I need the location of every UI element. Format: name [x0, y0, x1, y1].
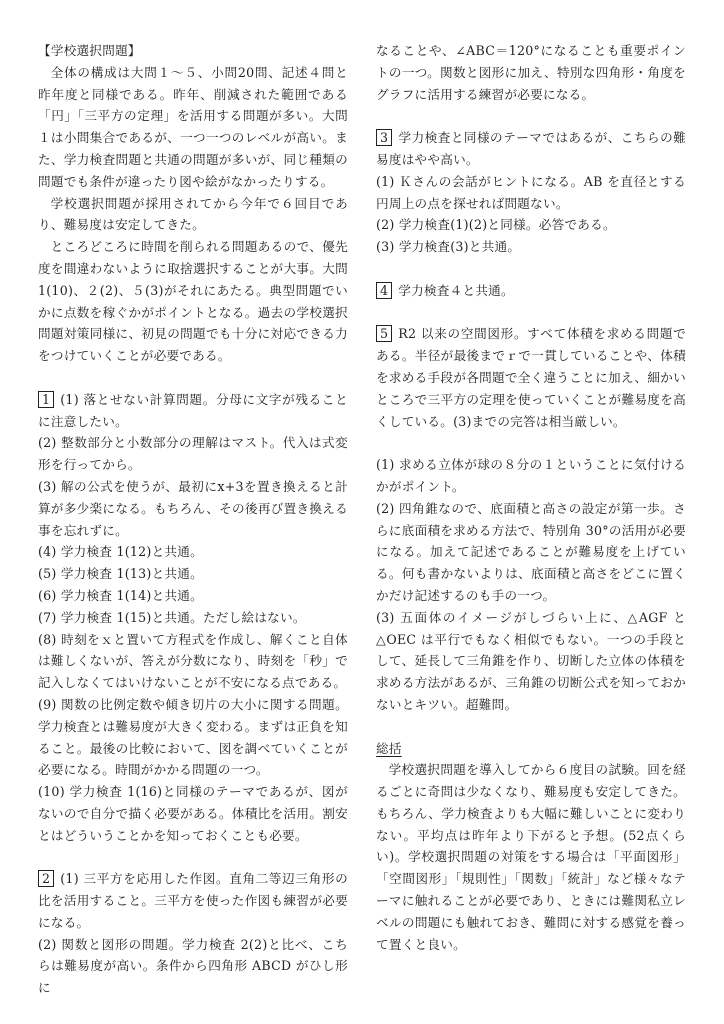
question-2-item-2: (2) 関数と図形の問題。学力検査 2(2)と比べ、こちらは難易度が高い。条件から四角形 ABCD がひし形に: [38, 936, 348, 996]
question-3-heading: 3 学力検査と同様のテーマではあるが、こちらの難易度はやや高い。: [376, 130, 686, 167]
question-1-item-9: (9) 関数の比例定数や傾き切片の大小に関する問題。学力検査とは難易度が大きく変わる。まずは正負を知ること。最後の比較において、図を調べていくことが必要になる。時間がかかる問題の一つ。: [38, 696, 348, 778]
question-1-item-5: (5) 学力検査 1(13)と共通。: [38, 566, 203, 582]
question-1-item-10: (10) 学力検査 1(16)と同様のテーマであるが、図がないので自分で描く必要がある。体積比を活用。割安とはどういうことかを知っておくことも必要。: [38, 784, 348, 843]
question-1-item-6: (6) 学力検査 1(14)と共通。: [38, 587, 203, 603]
question-1-item-3: (3) 解の公式を使うが、最初にx+3を置き換えると計算が多少楽になる。もちろん、その後再び置き換える事を忘れずに。: [38, 478, 348, 538]
spacer: [38, 367, 348, 389]
left-column: [38, 40, 348, 999]
right-column: [376, 40, 686, 955]
question-3-item-2: (2) 学力検査(1)(2)と同様。必答である。: [376, 217, 616, 233]
question-5-item-3: (3) 五面体のイメージがしづらい上に、△AGF と△OEC は平行でもなく相似でもない。一つの手段として、延長して三角錐を作り、切断した立体の体積を求める方法があるが、三角錐の切断公式を知っておかないとキツい。超難問。: [376, 609, 686, 712]
question-1-item-8: (8) 時刻をｘと置いて方程式を作成し、解くこと自体は難しくないが、答えが分数になり、時刻を「秒」で記入しなくてはいけないことが不安になる点である。: [38, 631, 348, 691]
question-1-number-box: 1: [38, 391, 54, 408]
question-4-heading: 4 学力検査４と共通。: [376, 280, 686, 302]
question-2-continuation: なることや、∠ABC＝120°になることも重要ポイントの一つ。関数と図形に加え、特別な四角形・角度をグラフに活用する練習が必要になる。: [376, 43, 686, 102]
question-1-item-1: 1 (1) 落とせない計算問題。分母に文字が残ることに注意したい。: [38, 391, 348, 429]
question-3-item-1: (1) Ｋさんの会話がヒントになる。AB を直径とする円周上の点を探せれば問題ない。: [376, 173, 686, 211]
question-1-item-2: (2) 整数部分と小数部分の理解はマスト。代入は式変形を行ってから。: [38, 435, 348, 473]
intro-paragraph-2: 学校選択問題が採用されてから今年で６回目であり、難易度は安定してきた。: [38, 195, 348, 233]
question-5-item-1: (1) 求める立体が球の８分の１ということに気付けるかがポイント。: [376, 457, 686, 494]
intro-paragraph-3: ところどころに時間を削られる問題あるので、優先度を間違わないように取捨選択することが大事。大問1(10)、２(2)、５(3)がそれにあたる。典型問題でいかに点数を稼ぐかがポイントとなる。過去の学校選択問題対策同様に、初見の問題でも十分に対応できる力をつけていくことが必要である。: [38, 239, 348, 364]
question-5-number-box: 5: [376, 325, 392, 342]
question-2-number-box: 2: [38, 870, 54, 887]
spacer: [376, 105, 686, 127]
spacer: [38, 846, 348, 868]
summary-title: 総括: [376, 740, 402, 756]
spacer: [376, 432, 686, 454]
question-2-item-1: 2 (1) 三平方を応用した作図。直角二等辺三角形の比を活用すること。三平方を使った作図も練習が必要になる。: [38, 871, 348, 930]
question-3-number-box: 3: [376, 129, 392, 146]
spacer: [376, 302, 686, 324]
spacer: [376, 258, 686, 280]
question-1-item-7: (7) 学力検査 1(15)と共通。ただし絵はない。: [38, 609, 306, 625]
question-5-heading: 5 R2 以来の空間図形。すべて体積を求める問題である。半径が最後までｒで一貫していることや、体積を求める手段が各問題で全く違うことに加え、細かいところで三平方の定理を使っていくことが難易度を高くしている。(3)までの完答は相当厳しい。: [376, 326, 686, 429]
summary-paragraph: 学校選択問題を導入してから６度目の試験。回を経るごとに奇問は少なくなり、難易度も安定してきた。もちろん、学力検査よりも大幅に難しいことに変わりない。平均点は昨年より下がると予想。(52点くらい)。学校選択問題の対策をする場合は「平面図形」「空間図形」「規則性」「関数」「統計」など様々なテーマに触れることが必要であり、ときには難関私立レベルの問題にも触れておき、難問に対する感覚を養って置くと良い。: [376, 762, 686, 952]
intro-paragraph-1: 全体の構成は大問１～５、小問20問、記述４問と昨年度と同様である。昨年、削減された範囲である「円」「三平方の定理」を活用する問題が多い。大問１は小問集合であるが、一つ一つのレベルが高い。また、学力検査問題と共通の問題が多いが、同じ種類の問題でも条件が違ったり図や絵がなかったりする。: [38, 64, 348, 189]
spacer: [376, 716, 686, 738]
question-3-item-3: (3) 学力検査(3)と共通。: [376, 239, 521, 255]
section-header: 【学校選択問題】: [38, 43, 141, 58]
question-1-item-4: (4) 学力検査 1(12)と共通。: [38, 544, 203, 560]
question-4-number-box: 4: [376, 282, 392, 299]
question-5-item-2: (2) 四角錐なので、底面積と高さの設定が第一歩。さらに底面積を求める方法で、特別角 30°の活用が必要になる。加えて記述であることが難易度を上げている。何も書かないよりは、底面積と高さをどこに置くかだけ記述するのも手の一つ。: [376, 500, 686, 603]
